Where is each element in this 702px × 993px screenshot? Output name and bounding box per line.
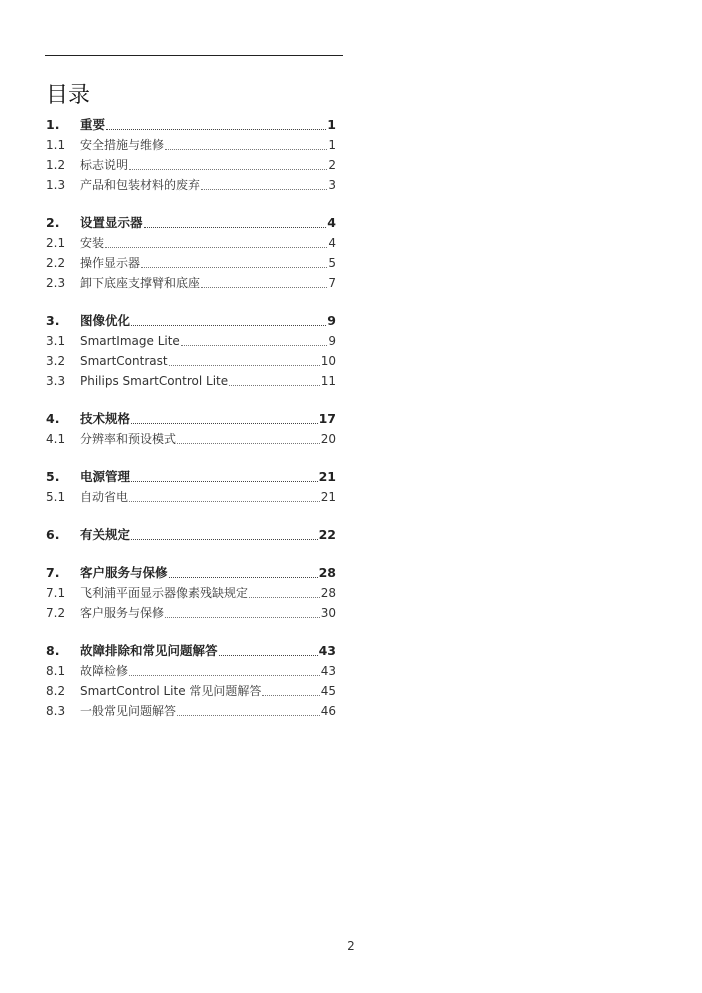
toc-leader-dots <box>201 180 327 190</box>
toc-leader-dots <box>262 686 319 696</box>
toc-entry-page: 28 <box>320 586 336 600</box>
toc-leader-dots <box>219 646 318 656</box>
toc-subsection-entry[interactable] <box>46 153 336 173</box>
toc-entry-label: 安装 <box>80 236 105 250</box>
toc-subsection-entry[interactable] <box>46 369 336 389</box>
toc-entry-label: Philips SmartControl Lite <box>80 374 229 388</box>
toc-section <box>46 113 336 193</box>
toc-entry-page: 20 <box>320 432 336 446</box>
toc-chapter-entry[interactable] <box>46 523 336 543</box>
toc-entry-number: 5.1 <box>46 490 66 504</box>
toc-section <box>46 309 336 389</box>
toc-chapter-entry[interactable] <box>46 639 336 659</box>
toc-subsection-entry[interactable] <box>46 581 336 601</box>
toc-entry-number: 1. <box>46 117 60 132</box>
toc-subsection-entry[interactable] <box>46 659 336 679</box>
toc-entry-label: SmartControl Lite 常见问题解答 <box>80 684 262 698</box>
toc-entry-page: 7 <box>328 276 336 290</box>
toc-leader-dots <box>131 414 318 424</box>
toc-subsection-entry[interactable] <box>46 231 336 251</box>
toc-entry-page: 10 <box>320 354 336 368</box>
toc-entry-page: 28 <box>318 565 336 580</box>
toc-leader-dots <box>131 472 318 482</box>
toc-leader-dots <box>165 608 320 618</box>
toc-entry-number: 3. <box>46 313 60 328</box>
toc-entry-label: SmartImage Lite <box>80 334 180 348</box>
toc-chapter-entry[interactable] <box>46 407 336 427</box>
toc-leader-dots <box>131 316 326 326</box>
toc-chapter-entry[interactable] <box>46 465 336 485</box>
toc-entry-number: 8. <box>46 643 60 658</box>
toc-chapter-entry[interactable] <box>46 211 336 231</box>
toc-entry-number: 1.2 <box>46 158 66 172</box>
toc-entry-page: 1 <box>327 117 336 132</box>
toc-subsection-entry[interactable] <box>46 427 336 447</box>
toc-entry-number: 4.1 <box>46 432 66 446</box>
toc-entry-label: 故障排除和常见问题解答 <box>80 643 218 658</box>
toc-entry-label: 自动省电 <box>80 490 129 504</box>
toc-entry-page: 43 <box>320 664 336 678</box>
toc-chapter-entry[interactable] <box>46 113 336 133</box>
toc-leader-dots <box>177 434 320 444</box>
toc-section <box>46 407 336 447</box>
toc-subsection-entry[interactable] <box>46 699 336 719</box>
toc-entry-page: 4 <box>327 215 336 230</box>
toc-subsection-entry[interactable] <box>46 329 336 349</box>
toc-entry-label: 故障检修 <box>80 664 129 678</box>
toc-leader-dots <box>249 588 320 598</box>
toc-leader-dots <box>105 238 327 248</box>
toc-entry-label: 客户服务与保修 <box>80 565 168 580</box>
toc-entry-page: 5 <box>328 256 336 270</box>
page-title: 目录 <box>46 82 91 108</box>
toc-leader-dots <box>129 492 320 502</box>
toc-entry-number: 8.3 <box>46 704 66 718</box>
toc-entry-label: 图像优化 <box>80 313 131 328</box>
toc-entry-label: 技术规格 <box>80 411 131 426</box>
toc-entry-page: 22 <box>318 527 336 542</box>
toc-section <box>46 211 336 291</box>
toc-entry-page: 21 <box>320 490 336 504</box>
top-rule <box>45 55 343 56</box>
toc-entry-label: 安全措施与维修 <box>80 138 165 152</box>
toc-entry-page: 17 <box>318 411 336 426</box>
toc-subsection-entry[interactable] <box>46 679 336 699</box>
toc-leader-dots <box>165 140 327 150</box>
toc-entry-number: 6. <box>46 527 60 542</box>
toc-entry-label: 重要 <box>80 117 106 132</box>
toc-entry-label: 一般常见问题解答 <box>80 704 177 718</box>
toc-entry-label: 飞利浦平面显示器像素残缺规定 <box>80 586 249 600</box>
toc-entry-number: 8.1 <box>46 664 66 678</box>
toc-section <box>46 465 336 505</box>
toc-entry-page: 9 <box>327 313 336 328</box>
toc-entry-label: 客户服务与保修 <box>80 606 165 620</box>
toc-entry-page: 3 <box>328 178 336 192</box>
toc-entry-page: 30 <box>320 606 336 620</box>
toc-entry-number: 2.2 <box>46 256 66 270</box>
toc-entry-page: 9 <box>328 334 336 348</box>
toc-subsection-entry[interactable] <box>46 173 336 193</box>
page-number: 2 <box>347 939 355 953</box>
toc-entry-label: 设置显示器 <box>80 215 143 230</box>
toc-entry-number: 5. <box>46 469 60 484</box>
toc-entry-label: 卸下底座支撑臂和底座 <box>80 276 201 290</box>
toc-leader-dots <box>129 160 327 170</box>
toc-subsection-entry[interactable] <box>46 601 336 621</box>
toc-leader-dots <box>129 666 320 676</box>
toc-entry-number: 7. <box>46 565 60 580</box>
toc-entry-number: 7.2 <box>46 606 66 620</box>
toc-section <box>46 523 336 543</box>
toc-entry-page: 21 <box>318 469 336 484</box>
toc-section <box>46 639 336 719</box>
toc-entry-number: 2.1 <box>46 236 66 250</box>
toc-entry-label: 操作显示器 <box>80 256 141 270</box>
toc-entry-number: 8.2 <box>46 684 66 698</box>
toc-subsection-entry[interactable] <box>46 133 336 153</box>
toc-entry-number: 2. <box>46 215 60 230</box>
table-of-contents <box>46 113 336 737</box>
toc-entry-label: 电源管理 <box>80 469 131 484</box>
toc-leader-dots <box>141 258 327 268</box>
toc-entry-page: 1 <box>328 138 336 152</box>
toc-entry-number: 2.3 <box>46 276 66 290</box>
toc-subsection-entry[interactable] <box>46 349 336 369</box>
toc-entry-number: 4. <box>46 411 60 426</box>
toc-leader-dots <box>144 218 327 228</box>
toc-entry-number: 3.1 <box>46 334 66 348</box>
toc-entry-number: 3.3 <box>46 374 66 388</box>
toc-entry-page: 2 <box>328 158 336 172</box>
toc-entry-number: 1.1 <box>46 138 66 152</box>
toc-entry-page: 46 <box>320 704 336 718</box>
toc-section <box>46 561 336 621</box>
toc-entry-number: 1.3 <box>46 178 66 192</box>
toc-entry-label: 有关规定 <box>80 527 131 542</box>
toc-entry-number: 7.1 <box>46 586 66 600</box>
toc-leader-dots <box>106 120 326 130</box>
toc-entry-page: 45 <box>320 684 336 698</box>
toc-chapter-entry[interactable] <box>46 561 336 581</box>
toc-entry-label: SmartContrast <box>80 354 168 368</box>
toc-entry-page: 11 <box>320 374 336 388</box>
toc-subsection-entry[interactable] <box>46 271 336 291</box>
toc-leader-dots <box>181 336 327 346</box>
toc-entry-page: 43 <box>318 643 336 658</box>
toc-entry-number: 3.2 <box>46 354 66 368</box>
toc-leader-dots <box>177 706 320 716</box>
toc-leader-dots <box>131 530 318 540</box>
toc-entry-label: 标志说明 <box>80 158 129 172</box>
toc-leader-dots <box>169 568 318 578</box>
toc-entry-page: 4 <box>328 236 336 250</box>
toc-entry-label: 分辨率和预设模式 <box>80 432 177 446</box>
toc-subsection-entry[interactable] <box>46 485 336 505</box>
toc-chapter-entry[interactable] <box>46 309 336 329</box>
toc-leader-dots <box>229 376 320 386</box>
toc-subsection-entry[interactable] <box>46 251 336 271</box>
toc-leader-dots <box>201 278 327 288</box>
toc-leader-dots <box>169 356 320 366</box>
toc-entry-label: 产品和包装材料的废弃 <box>80 178 201 192</box>
